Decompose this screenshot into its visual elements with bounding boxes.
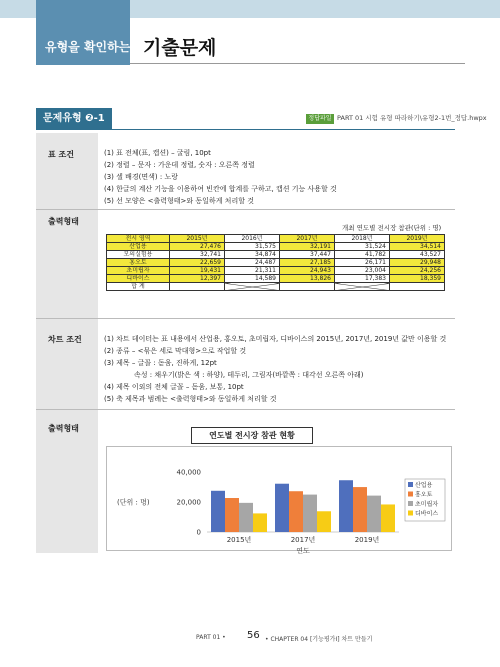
y-axis-label: (단위 : 명) <box>117 498 150 507</box>
table-row <box>107 251 445 259</box>
table-cell-empty <box>280 283 335 291</box>
chart-condition-5: (5) 축 제목과 범례는 <출력형태>와 동일하게 처리할 것 <box>104 395 277 403</box>
table-cell: 24,943 <box>280 267 335 275</box>
table-condition-1: (1) 표 전체(표, 캡션) – 굴림, 10pt <box>104 149 211 157</box>
legend-swatch-2 <box>408 492 413 497</box>
legend-label-4: 디바이스 <box>415 510 439 518</box>
bar-2-2 <box>289 491 303 532</box>
bar-3-1 <box>239 503 253 532</box>
bar-3-3 <box>367 496 381 532</box>
question-panel <box>36 133 455 553</box>
table-cell: 디바이스 <box>107 275 170 283</box>
table-cell: 31,524 <box>335 243 390 251</box>
table-cell: 43,527 <box>390 251 445 259</box>
answer-file-path: PART 01 시험 유형 따라하기\유형2-1번_정답.hwpx <box>337 114 487 122</box>
table-cell: 19,431 <box>170 267 225 275</box>
table-header-cell: 전시 영역 <box>107 235 170 243</box>
table-cell: 27,476 <box>170 243 225 251</box>
table-cell: 홍오토 <box>107 259 170 267</box>
table-cell: 24,487 <box>225 259 280 267</box>
bar-2-1 <box>225 498 239 532</box>
bar-4-2 <box>317 511 331 532</box>
divider <box>36 209 455 210</box>
legend-swatch-1 <box>408 482 413 487</box>
legend-swatch-3 <box>408 501 413 506</box>
table-cell: 모의실험용 <box>107 251 170 259</box>
bar-4-3 <box>381 504 395 532</box>
bar-3-2 <box>303 495 317 532</box>
table-condition-5: (5) 선 모양은 <출력형태>와 동일하게 처리할 것 <box>104 197 254 205</box>
table-cell-empty <box>390 283 445 291</box>
table-condition-3: (3) 셀 배경(면색) : 노랑 <box>104 173 178 181</box>
y-tick-label: 40,000 <box>176 468 201 477</box>
chart-conditions-label: 차트 조건 <box>48 335 82 344</box>
table-cell: 37,447 <box>280 251 335 259</box>
footer-part: PART 01 • <box>196 634 226 641</box>
section-label: 문제유형 ❷-1 <box>36 108 112 130</box>
table-cell: 41,782 <box>335 251 390 259</box>
y-tick-label: 20,000 <box>176 498 201 507</box>
table-total-row <box>107 283 445 291</box>
legend-label-3: 초미립자 <box>415 501 439 508</box>
table-header-cell: 2017년 <box>280 235 335 243</box>
table-cell: 초미립자 <box>107 267 170 275</box>
chart-title: 연도별 전시장 참관 현황 <box>191 427 313 444</box>
section-line <box>112 129 455 130</box>
table-cell: 18,359 <box>390 275 445 283</box>
table-cell: 17,383 <box>335 275 390 283</box>
table-header-cell: 2015년 <box>170 235 225 243</box>
table-row <box>107 259 445 267</box>
table-caption: 개최 연도별 전시장 참관(단위 : 명) <box>342 224 442 232</box>
table-header-cell: 2018년 <box>335 235 390 243</box>
table-cell: 26,171 <box>335 259 390 267</box>
table-cell: 14,589 <box>225 275 280 283</box>
x-tick-label: 2015년 <box>226 536 252 544</box>
answer-file-badge: 정답파일 <box>306 114 334 124</box>
table-cell: 23,004 <box>335 267 390 275</box>
table-cell: 32,191 <box>280 243 335 251</box>
table-cell: 34,514 <box>390 243 445 251</box>
bar-1-3 <box>339 480 353 532</box>
table-conditions-label: 표 조건 <box>48 150 74 159</box>
table-cell: 12,397 <box>170 275 225 283</box>
bar-4-1 <box>253 513 267 532</box>
table-header-cell: 2019년 <box>390 235 445 243</box>
table-header-row <box>107 235 445 243</box>
output-form-label-2: 출력형태 <box>48 424 79 433</box>
chart-condition-1: (1) 차트 데이터는 표 내용에서 산업용, 홍오토, 초미립자, 디바이스의 2015년, 2017년, 2019년 값만 이용할 것 <box>104 335 447 343</box>
bar-1-2 <box>275 484 289 532</box>
table-cell: 31,575 <box>225 243 280 251</box>
table-cell-empty <box>170 283 225 291</box>
legend-label-2: 홍오토 <box>415 491 433 499</box>
table-condition-4: (4) 한글의 계산 기능을 이용하여 빈칸에 합계를 구하고, 캡션 기능 사용할 것 <box>104 185 337 193</box>
divider <box>36 318 455 319</box>
footer-page-number: 56 <box>247 630 260 641</box>
table-row <box>107 275 445 283</box>
chart-area <box>106 446 452 555</box>
table-row <box>107 267 445 275</box>
x-tick-label: 2019년 <box>354 536 380 544</box>
header-underline <box>130 63 465 64</box>
bar-2-3 <box>353 487 367 532</box>
table-cell: 29,948 <box>390 259 445 267</box>
table-cell: 27,185 <box>280 259 335 267</box>
x-axis-label: 연도 <box>296 547 310 555</box>
table-cell: 산업용 <box>107 243 170 251</box>
legend-swatch-4 <box>408 511 413 516</box>
output-form-label-1: 출력형태 <box>48 217 79 226</box>
chart-condition-4: (4) 제목 이외의 전체 글꼴 – 돋움, 보통, 10pt <box>104 383 244 391</box>
x-tick-label: 2017년 <box>290 536 316 544</box>
data-table <box>106 234 445 291</box>
table-cell: 22,659 <box>170 259 225 267</box>
bar-chart <box>107 447 451 555</box>
header-tab <box>36 0 130 65</box>
chart-condition-2: (2) 종류 – <묶은 세로 막대형>으로 작업할 것 <box>104 347 247 355</box>
table-cell: 13,826 <box>280 275 335 283</box>
legend-label-1: 산업용 <box>415 482 433 489</box>
table-cell: 34,874 <box>225 251 280 259</box>
table-header-cell: 2016년 <box>225 235 280 243</box>
footer-chapter: • CHAPTER 04 [기능평가Ⅰ] 차트 만들기 <box>265 636 373 643</box>
table-cell: 32,741 <box>170 251 225 259</box>
section-banner <box>36 108 487 130</box>
chart-condition-3: (3) 제목 – 글꼴 : 돋움, 진하게, 12pt <box>104 359 217 367</box>
table-row <box>107 243 445 251</box>
bar-1-1 <box>211 491 225 532</box>
table-cell-crossed <box>335 283 390 291</box>
table-condition-2: (2) 정렬 – 문자 : 가운데 정렬, 숫자 : 오른쪽 정렬 <box>104 161 255 169</box>
table-cell-crossed <box>225 283 280 291</box>
table-cell: 21,311 <box>225 267 280 275</box>
table-total-label: 합 계 <box>107 283 170 291</box>
table-cell: 24,256 <box>390 267 445 275</box>
header-subtitle: 유형을 확인하는 <box>45 40 131 54</box>
divider <box>36 409 455 410</box>
y-tick-label: 0 <box>196 528 201 537</box>
chart-condition-3-attrs: 속성 : 채우기(밝은 색 : 하양), 테두리, 그림자(바깥쪽 : 대각선 오른쪽 아래) <box>134 371 364 379</box>
page-title: 기출문제 <box>143 37 217 59</box>
